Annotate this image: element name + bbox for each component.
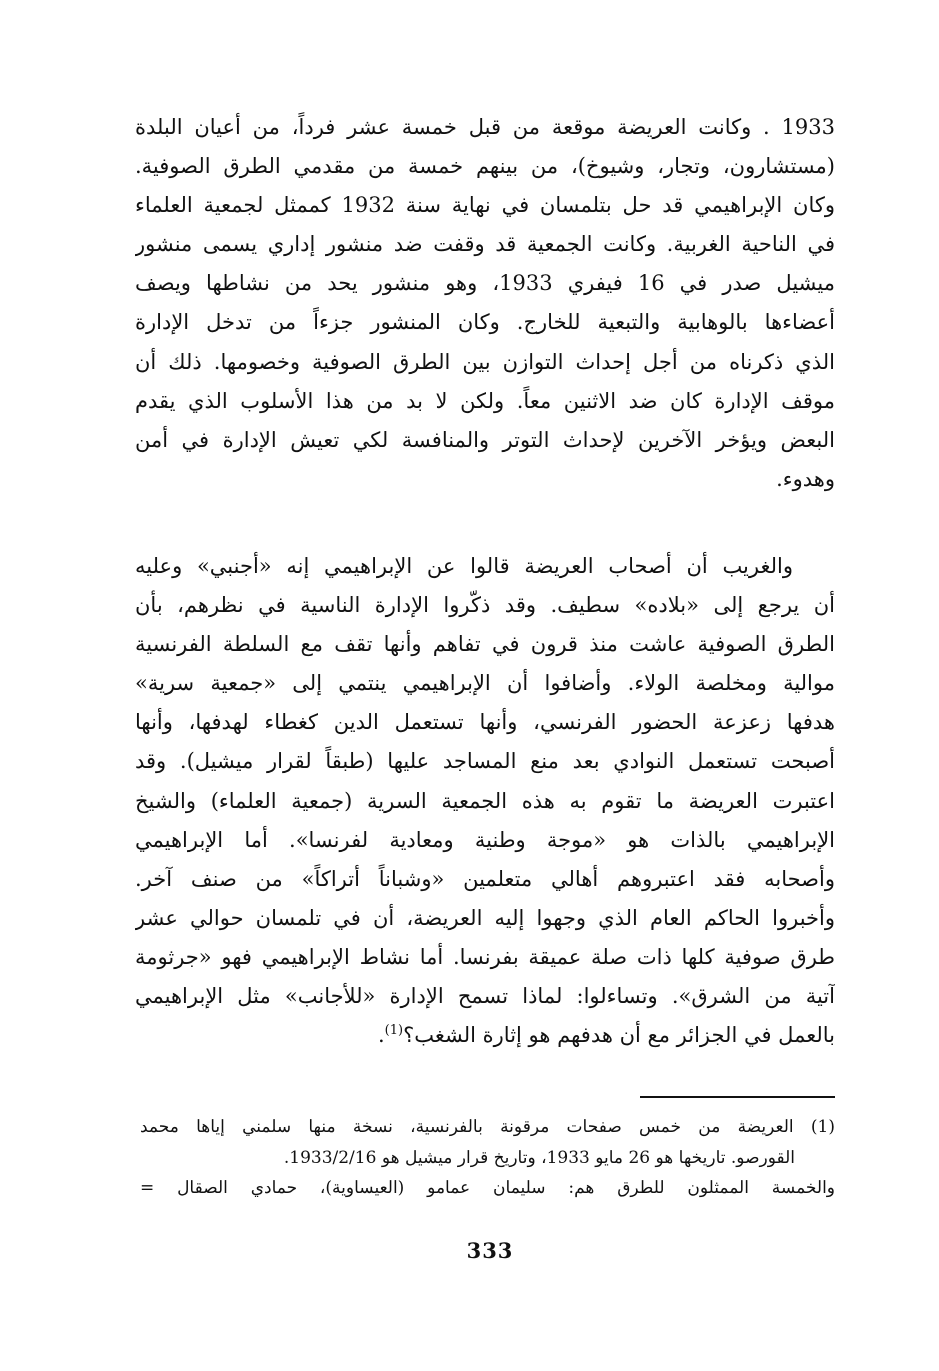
paragraph-1-line: في الناحية الغربية. وكانت الجمعية قد وقفت ضد منشور إداري يسمى منشور <box>135 232 835 257</box>
footnote-reference: (1) <box>384 1023 404 1039</box>
footnotes <box>140 1112 835 1204</box>
footnote-separator <box>640 1096 835 1098</box>
footnote-line: القورصو. تاريخها هو 26 مايو 1933، وتاريخ قرار ميشيل هو 1933/2/16. <box>283 1147 795 1168</box>
paragraph-2-line: آتية من الشرق». وتساءلوا: لماذا تسمح الإدارة «للأجانب» مثل الإبراهيمي <box>135 984 835 1009</box>
paragraph-2-line-text: بالعمل في الجزائر مع أن هدفهم هو إثارة الشغب؟ <box>403 1023 835 1048</box>
paragraph-2-line: أن يرجع إلى «بلاده» سطيف. وقد ذكّروا الإدارة الناسية في نظرهم، بأن <box>135 593 835 618</box>
paragraph-1 <box>135 108 835 499</box>
paragraph-2 <box>135 547 835 1055</box>
paragraph-2-line: والغريب أن أصحاب العريضة قالوا عن الإبراهيمي إنه «أجنبي» وعليه <box>135 554 793 578</box>
paragraph-2-line: الطرق الصوفية عاشت منذ قرون في تفاهم وأنها تقف مع السلطة الفرنسية <box>135 632 835 657</box>
paragraph-1-line: ميشيل صدر في 16 فيفري 1933، وهو منشور يحد من نشاطها ويصف <box>135 271 835 296</box>
paragraph-2-final-period: . <box>377 1023 385 1048</box>
paragraph-1-line: وهدوء. <box>776 466 835 491</box>
paragraph-2-line: اعتبرت العريضة ما تقوم به هذه الجمعية السرية (جمعية العلماء) والشيخ <box>135 788 835 813</box>
paragraph-2-last-line <box>135 1016 835 1055</box>
paragraph-1-line: وكان الإبراهيمي قد حل بتلمسان في نهاية سنة 1932 كممثل لجمعية العلماء <box>135 193 835 218</box>
page-number: 333 <box>466 1238 514 1263</box>
paragraph-2-line: الإبراهيمي بالذات هو «موجة وطنية ومعادية لفرنسا». أما الإبراهيمي <box>135 827 835 852</box>
footnote-line: (1) العريضة من خمس صفحات مرقونة بالفرنسية، نسخة منها سلمني إياها محمد <box>140 1117 835 1137</box>
footnote-line: والخمسة الممثلون للطرق هم: سليمان عمامو (العيساوية)، حمادي الصقال = <box>140 1178 835 1198</box>
paragraph-2-line: طرق صوفية كلها ذات صلة عميقة بفرنسا. أما نشاط الإبراهيمي فهو «جرثومة <box>135 944 835 969</box>
paragraph-1-line: (مستشارون، وتجار، وشيوخ)، من بينهم خمسة من مقدمي الطرق الصوفية. <box>135 154 835 179</box>
paragraph-2-line: أصبحت تستعمل النوادي بعد منع المساجد عليها (طبقاً لقرار ميشيل). وقد <box>135 749 835 774</box>
paragraph-2-line: هدفها زعزعة الحضور الفرنسي، وأنها تستعمل الدين كغطاء لهدفها، وأنها <box>135 710 835 735</box>
paragraph-1-line: 1933 . وكانت العريضة موقعة من قبل خمسة عشر فرداً، من أعيان البلدة <box>135 115 835 139</box>
paragraph-1-line: موقف الإدارة كان ضد الاثنين معاً. ولكن لا بد من هذا الأسلوب الذي يقدم <box>135 388 835 413</box>
paragraph-2-line: وأصحابه فقد اعتبروهم أهالي متعلمين «وشباناً أتراكاً» من صنف آخر. <box>135 866 835 891</box>
paragraph-1-line: الذي ذكرناه من أجل إحداث التوازن بين الطرق الصوفية وخصومها. ذلك أن <box>135 349 835 374</box>
paragraph-2-line: موالية ومخلصة الولاء. وأضافوا أن الإبراهيمي ينتمي إلى «جمعية سرية» <box>135 671 835 696</box>
paragraph-1-line: البعض ويؤخر الآخرين لإحداث التوتر والمنافسة لكي تعيش الإدارة في أمن <box>135 427 835 452</box>
paragraph-2-line: وأخبروا الحاكم العام الذي وجهوا إليه العريضة، أن في تلمسان حوالي عشر <box>135 905 835 930</box>
paragraph-1-line: أعضاءها بالوهابية والتبعية للخارج. وكان المنشور جزءاً من تدخل الإدارة <box>135 310 835 335</box>
